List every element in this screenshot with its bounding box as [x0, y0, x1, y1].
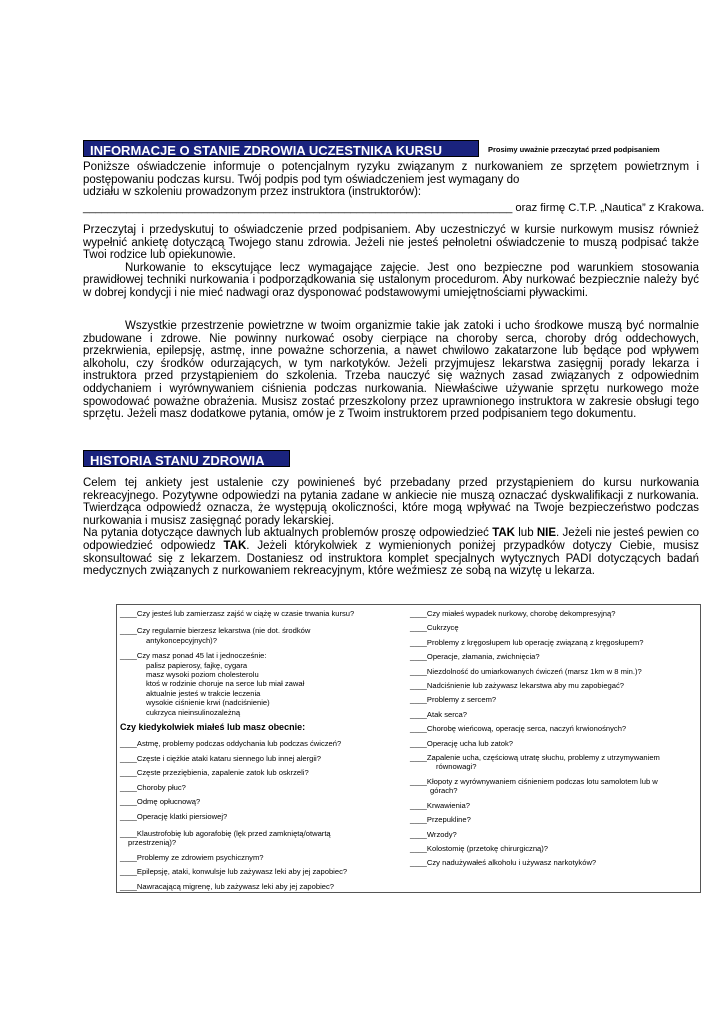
- question-coronary: ____Chorobę wieńcową, operację serca, naczyń krwionośnych?: [410, 724, 627, 734]
- question-lung-disease: ____Choroby płuc?: [120, 782, 186, 792]
- paragraph-2: Nurkowanie to ekscytujące lecz wymagające zajęcie. Jest ono bezpieczne pod warunkiem stosowania prawidłowej techniki nurkowania i podporządkowania się ustalonym procedurom. Aby nurkować bezpiecznie należy być w dobrej kondycji i nie mieć nadwagi oraz dysponować podstawowymi umiejętnościami pływackimi.: [83, 261, 699, 299]
- question-epilepsy: ____Epilepsję, ataki, konwulsje lub zażywasz leki aby jej zapobiec?: [120, 867, 348, 877]
- question-hypertension: ____Nadciśnienie lub zażywasz lekarstwa aby mu zapobiegać?: [410, 681, 625, 691]
- history-paragraph-2: Na pytania dotyczące dawnych lub aktualnych problemów proszę odpowiedzieć TAK lub NIE. Jeżeli nie jesteś pewien co odpowiedzieć odpowiedz TAK. Jeżeli którykolwiek z wymienionych poniżej przypadków dotyczy Ciebie, musisz skonsultować się z lekarzem. Dostaniesz od instruktora komplet specjalnych wytycznych PADI dotyczących badań medycznych związanych z nurkowaniem rekreacyjnym, które weźmiesz ze sobą na wizytę u lekarza.: [83, 527, 699, 578]
- section-title-health-history: HISTORIA STANU ZDROWIA: [83, 450, 290, 467]
- question-bleeding: ____Krwawienia?: [410, 800, 470, 810]
- question-colds: ____Częste przeziębienia, zapalenie zatok lub oskrzeli?: [120, 768, 309, 778]
- question-hernia: ____Przepukline?: [410, 815, 471, 825]
- paragraph-read-discuss: [83, 224, 699, 300]
- questionnaire-left-column: [120, 609, 408, 894]
- question-alcohol-drugs: ____Czy nadużywałeś alkoholu i używasz narkotyków?: [410, 858, 597, 868]
- tak-label-2: TAK: [223, 539, 247, 552]
- question-chest-surgery: ____Operację klatki piersiowej?: [120, 811, 228, 821]
- question-pregnancy: ____Czy jesteś lub zamierzasz zajść w ciążę w czasie trwania kursu?: [120, 609, 355, 618]
- question-ear-surgery: ____Operację ucha lub zatok?: [410, 738, 514, 748]
- health-questionnaire: [116, 604, 701, 893]
- question-colostomy: ____Kolostomię (przetokę chirurgiczną)?: [410, 843, 549, 853]
- tak-label: TAK: [492, 527, 515, 540]
- paragraph-air-spaces: [83, 320, 699, 421]
- question-exercise: ____Niezdolność do umiarkowanych ćwiczeń (marsz 1km w 8 min.)?: [410, 666, 642, 676]
- paragraph-1: Przeczytaj i przedyskutuj to oświadczenie przed podpisaniem. Aby uczestniczyć w kursie nurkowym musisz również wypełnić ankietę dotyczącą Twojego stanu zdrowia. Jeżeli nie jesteś pełnoletni oświadczenie to muszą podpisać także Twoi rodzice lub opiekunowie.: [83, 224, 699, 262]
- question-pneumothorax: ____Odmę opłucnową?: [120, 797, 201, 807]
- history-paragraph-1: Celem tej ankiety jest ustalenie czy powinieneś być przebadany przed przystąpieniem do kursu nurkowania rekreacyjnego. Pozytywne odpowiedzi na pytania zadane w ankiecie nie muszą oznaczać dyskwalifikacji z nurkowania. Twierdząca odpowiedź oznacza, że występują okoliczności, które mogą wpływać na Twoje bezpieczeństwo podczas nurkowania i musisz zasięgnąć porady lekarskiej.: [83, 477, 699, 527]
- question-spine: ____Problemy z kręgosłupem lub operację związaną z kręgosłupem?: [410, 637, 644, 647]
- intro-text: [83, 161, 705, 214]
- paragraph-3: Wszystkie przestrzenie powietrzne w twoim organizmie takie jak zatoki i ucho środkowe muszą być normalnie zbudowane i zdrowe. Nie powinny nurkować osoby cierpiące na choroby serca, choroby dróg oddechowych, przekrwienia, epilepsję, astmę, inne poważne schorzenia, a nawet chwilowo zakatarzone lub będące pod wpływem alkoholu, czy środków odurzających, w tym narkotyków. Jeżeli przyjmujesz lekarstwa zasięgnij porady lekarza i instruktora przed przystąpieniem do szkolenia. Trzeba nauczyć się ważnych zasad związanych z odpowiednim oddychaniem i wyrównywaniem ciśnienia podczas nurkowania. Niewłaściwe używanie sprzętu nurkowego może spowodować poważne obrażenia. Musisz zostać przeszkolony przez uprawnionego instruktora w zakresie obsługi tego sprzętu. Jeżeli masz dodatkowe pytania, omów je z Twoim instruktorem przed podpisaniem tego dokumentu.: [83, 320, 699, 421]
- question-over-45: ____Czy masz ponad 45 lat i jednocześnie: palisz papierosy, fajkę, cygara masz wysoki poziom cholesterolu ktoś w rodzinie choruje na serce lub miał zawał aktualnie jesteś w trakcie leczenia wysokie ciśnienie krwi (nadciśnienie) cukrzyca nieinsulinozależną: [120, 651, 305, 717]
- questionnaire-right-column: [410, 609, 698, 871]
- intro-line-3: _____________________________________________________________________ oraz firmę C.T.P. „Nautica” z Krakowa.: [83, 201, 705, 214]
- question-heart-problems: ____Problemy z sercem?: [410, 695, 497, 705]
- question-medications: ____Czy regularnie bierzesz lekarstwa (nie dot. środków antykoncepcyjnych)?: [120, 626, 311, 645]
- question-migraine: ____Nawracającą migrenę, lub zażywasz leki aby jej zapobiec?: [120, 881, 335, 891]
- question-diabetes: ____Cukrzycę: [410, 623, 459, 633]
- question-ulcers: ____Wrzody?: [410, 829, 457, 839]
- question-allergy: ____Częste i ciężkie ataki kataru siennego lub innej alergii?: [120, 753, 321, 763]
- question-mental-health: ____Problemy ze zdrowiem psychicznym?: [120, 852, 264, 862]
- question-heart-attack: ____Atak serca?: [410, 709, 468, 719]
- read-before-signing-note: Prosimy uważnie przeczytać przed podpisaniem: [488, 145, 660, 154]
- section-title-health-info: INFORMACJE O STANIE ZDROWIA UCZESTNIKA KURSU: [83, 140, 479, 157]
- question-claustrophobia: ____Klaustrofobię lub agorafobię (lęk przed zamkniętą/otwartą przestrzenią)?: [120, 828, 331, 848]
- question-ear-infection: ____Zapalenie ucha, częściową utratę słuchu, problemy z utrzymywaniem równowagi?: [410, 753, 660, 772]
- questionnaire-heading: Czy kiedykolwiek miałeś lub masz obecnie:: [120, 722, 306, 733]
- history-text: [83, 477, 699, 578]
- intro-line-2: udziału w szkoleniu prowadzonym przez instruktora (instruktorów):: [83, 186, 422, 199]
- intro-line-1: Poniższe oświadczenie informuje o potencjalnym ryzyku związanym z nurkowaniem ze sprzętem powietrznym i postępowaniu podczas kursu. Twój podpis pod tym oświadczeniem jest wymagany do: [83, 161, 699, 186]
- question-asthma: ____Astmę, problemy podczas oddychania lub podczas ćwiczeń?: [120, 739, 342, 749]
- nie-label: NIE: [536, 527, 557, 540]
- question-pressure: ____Kłopoty z wyrównywaniem ciśnieniem podczas lotu samolotem lub w górach?: [410, 776, 658, 796]
- question-dive-accident: ____Czy miałeś wypadek nurkowy, chorobę dekompresyjną?: [410, 609, 616, 618]
- question-fractures: ____Operacje, złamania, zwichnięcia?: [410, 652, 540, 662]
